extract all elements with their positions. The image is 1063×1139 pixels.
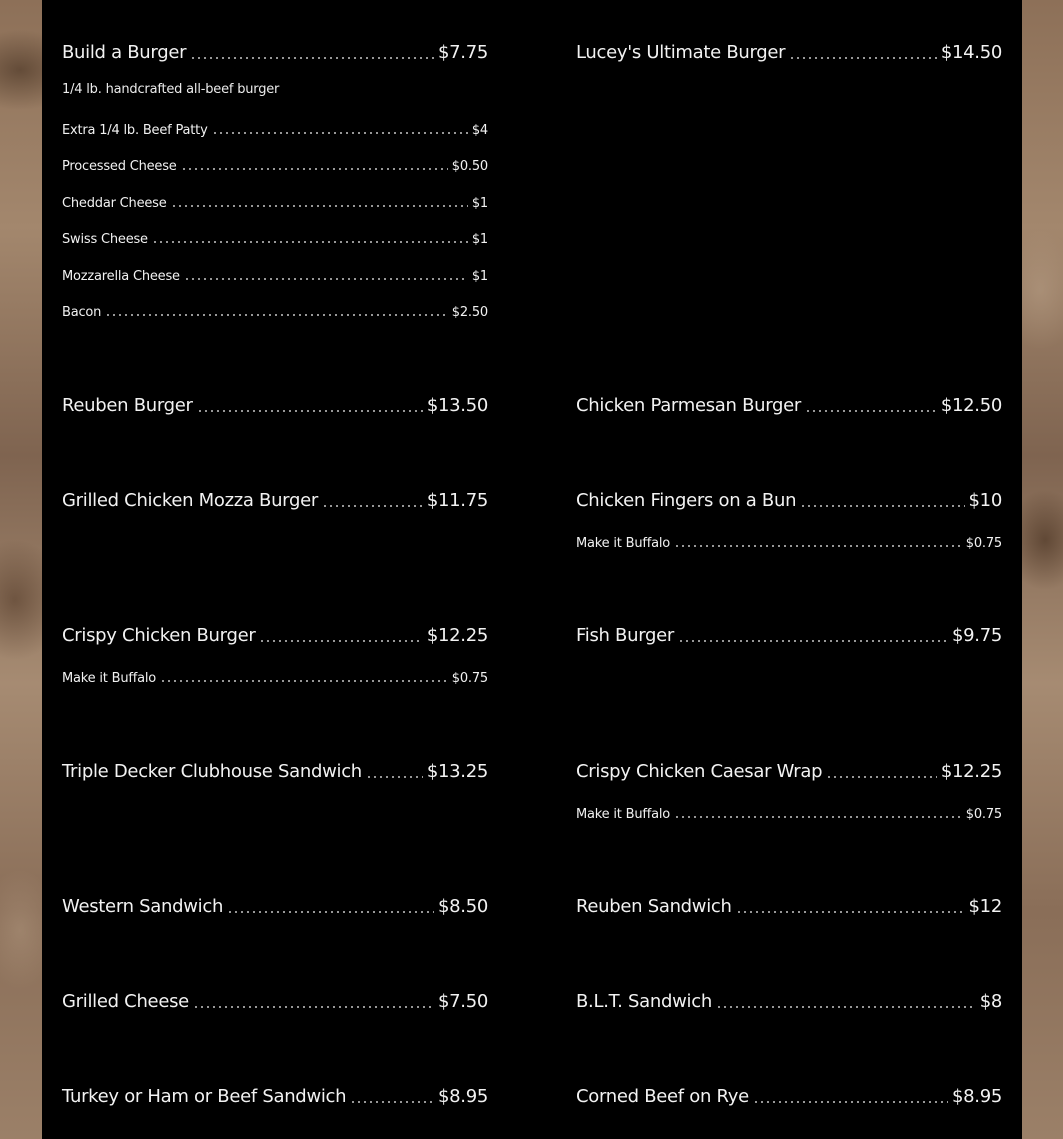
item-price: $8.50	[437, 896, 488, 917]
dot-leader	[716, 1006, 976, 1008]
addon-price: $0.50	[451, 159, 488, 174]
menu-item	[62, 395, 488, 416]
addon-price: $2.50	[451, 305, 488, 320]
item-name: Crispy Chicken Caesar Wrap	[576, 761, 823, 782]
item-name: Chicken Parmesan Burger	[576, 395, 802, 416]
dot-leader	[227, 911, 434, 913]
addon-name: Processed Cheese	[62, 159, 177, 174]
addon-item	[576, 536, 1002, 551]
menu-item	[62, 1086, 488, 1107]
item-name: B.L.T. Sandwich	[576, 991, 712, 1012]
menu-item	[576, 991, 1002, 1012]
item-name: Western Sandwich	[62, 896, 224, 917]
item-price: $11.75	[426, 490, 488, 511]
menu-item	[62, 761, 488, 782]
addon-price: $0.75	[451, 671, 488, 686]
addon-item	[62, 305, 488, 320]
menu-item	[576, 625, 1002, 646]
dot-leader	[259, 640, 422, 642]
menu-item	[576, 42, 1002, 63]
item-name: Grilled Chicken Mozza Burger	[62, 490, 318, 511]
menu-item	[62, 991, 488, 1012]
menu-item	[62, 42, 488, 63]
addon-name: Swiss Cheese	[62, 232, 148, 247]
dot-leader	[105, 314, 448, 316]
item-price: $14.50	[940, 42, 1002, 63]
item-price: $9.75	[951, 625, 1002, 646]
item-price: $12	[968, 896, 1002, 917]
dot-leader	[800, 505, 964, 507]
menu-item	[576, 761, 1002, 782]
addon-item	[62, 232, 488, 247]
dot-leader	[184, 278, 468, 280]
addon-item	[576, 807, 1002, 822]
item-price: $7.50	[437, 991, 488, 1012]
item-name: Reuben Burger	[62, 395, 193, 416]
item-price: $13.25	[426, 761, 488, 782]
dot-leader	[753, 1101, 948, 1103]
item-price: $8	[979, 991, 1002, 1012]
addon-price: $1	[471, 232, 488, 247]
item-price: $13.50	[426, 395, 488, 416]
dot-leader	[674, 816, 962, 818]
addon-name: Make it Buffalo	[62, 671, 157, 686]
dot-leader	[171, 205, 468, 207]
addon-price: $1	[471, 269, 488, 284]
item-name: Triple Decker Clubhouse Sandwich	[62, 761, 362, 782]
dot-leader	[678, 640, 948, 642]
addon-price: $0.75	[965, 807, 1002, 822]
dot-leader	[789, 57, 937, 59]
dot-leader	[826, 776, 937, 778]
dot-leader	[160, 680, 448, 682]
item-name: Lucey's Ultimate Burger	[576, 42, 786, 63]
menu-item	[576, 395, 1002, 416]
menu-item	[576, 1086, 1002, 1107]
addon-item	[62, 269, 488, 284]
item-description: 1/4 lb. handcrafted all-beef burger	[62, 82, 280, 97]
addon-item	[62, 123, 488, 138]
addon-name: Make it Buffalo	[576, 807, 671, 822]
item-price: $8.95	[951, 1086, 1002, 1107]
dot-leader	[805, 410, 937, 412]
addon-name: Bacon	[62, 305, 102, 320]
dot-leader	[152, 241, 468, 243]
addon-item	[62, 196, 488, 211]
menu-item	[576, 490, 1002, 511]
menu-item	[62, 490, 488, 511]
item-price: $12.50	[940, 395, 1002, 416]
dot-leader	[190, 57, 434, 59]
item-price: $7.75	[437, 42, 488, 63]
item-price: $8.95	[437, 1086, 488, 1107]
addon-name: Make it Buffalo	[576, 536, 671, 551]
dot-leader	[366, 776, 423, 778]
addon-item	[62, 159, 488, 174]
addon-price: $1	[471, 196, 488, 211]
addon-price: $4	[471, 123, 488, 138]
addon-name: Cheddar Cheese	[62, 196, 167, 211]
item-name: Chicken Fingers on a Bun	[576, 490, 797, 511]
addon-price: $0.75	[965, 536, 1002, 551]
item-name: Turkey or Ham or Beef Sandwich	[62, 1086, 347, 1107]
dot-leader	[736, 911, 965, 913]
dot-leader	[322, 505, 423, 507]
item-price: $12.25	[426, 625, 488, 646]
addon-name: Extra 1/4 lb. Beef Patty	[62, 123, 208, 138]
item-name: Grilled Cheese	[62, 991, 189, 1012]
item-name: Corned Beef on Rye	[576, 1086, 749, 1107]
item-name: Build a Burger	[62, 42, 187, 63]
menu-item	[62, 896, 488, 917]
dot-leader	[212, 132, 468, 134]
item-name: Crispy Chicken Burger	[62, 625, 256, 646]
dot-leader	[181, 168, 448, 170]
item-name: Fish Burger	[576, 625, 674, 646]
item-price: $10	[968, 490, 1002, 511]
item-name: Reuben Sandwich	[576, 896, 732, 917]
addon-name: Mozzarella Cheese	[62, 269, 180, 284]
menu-item	[576, 896, 1002, 917]
dot-leader	[674, 545, 962, 547]
item-price: $12.25	[940, 761, 1002, 782]
menu-item	[62, 625, 488, 646]
addon-item	[62, 671, 488, 686]
menu-panel	[42, 0, 1022, 1139]
dot-leader	[193, 1006, 434, 1008]
dot-leader	[350, 1101, 434, 1103]
dot-leader	[197, 410, 423, 412]
